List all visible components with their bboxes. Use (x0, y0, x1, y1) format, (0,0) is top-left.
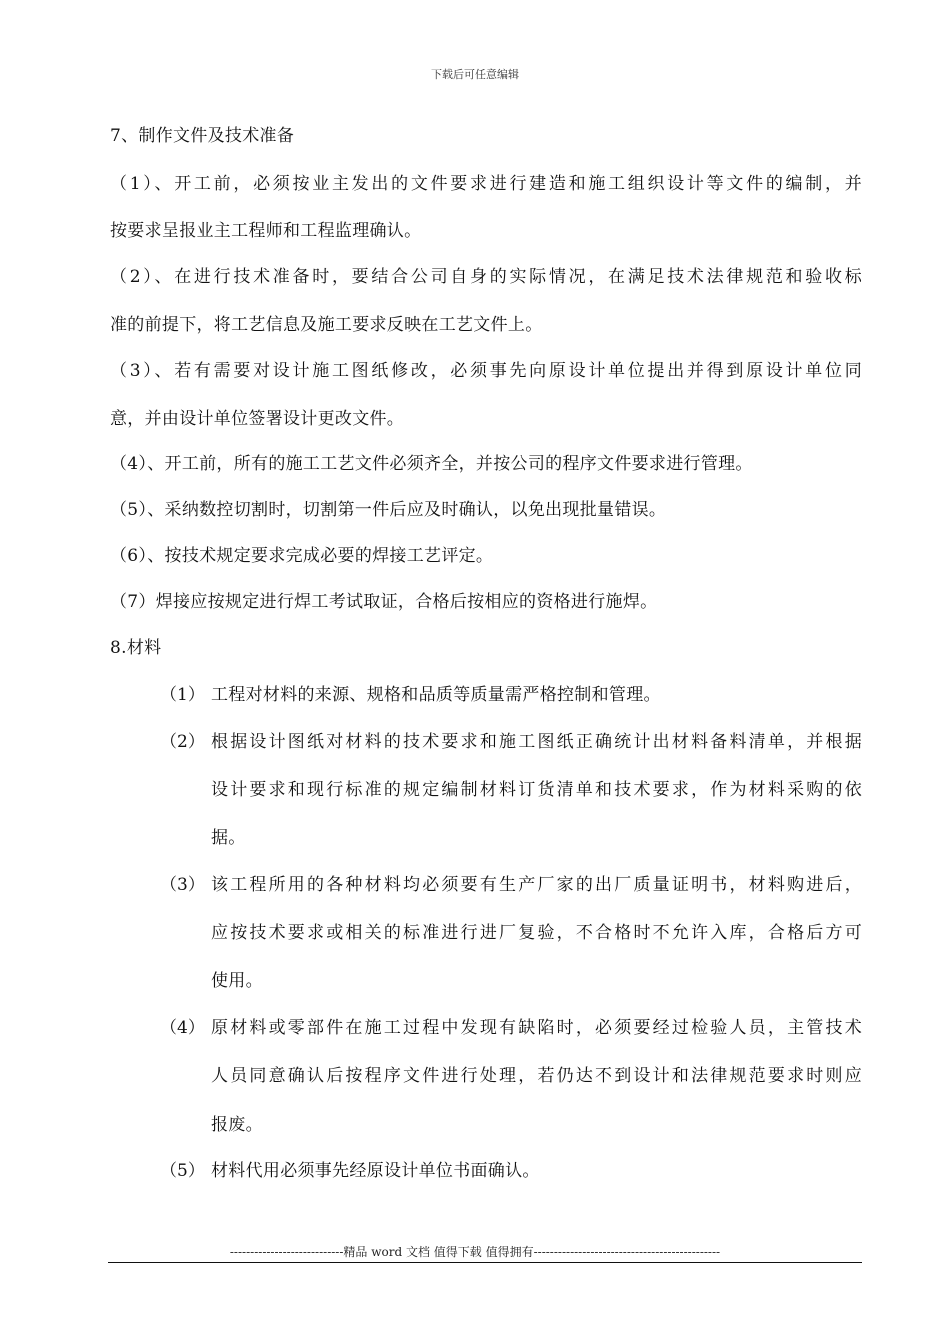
s7-item-4: （4）、开工前，所有的施工工艺文件必须齐全，并按公司的程序文件要求进行管理。 (110, 454, 753, 474)
s8-item-2-line-3: 据。 (211, 828, 246, 848)
s7-item-2-line-2: 准的前提下，将工艺信息及施工要求反映在工艺文件上。 (110, 315, 543, 335)
footer-divider (108, 1262, 862, 1263)
s7-item-7: （7）焊接应按规定进行焊工考试取证，合格后按相应的资格进行施焊。 (110, 592, 658, 612)
s8-item-5-number: （5） (160, 1161, 205, 1181)
s8-item-1-line-1: 工程对材料的来源、规格和品质等质量需严格控制和管理。 (211, 685, 661, 705)
s8-item-5-line-1: 材料代用必须事先经原设计单位书面确认。 (211, 1161, 540, 1181)
section-8-title: 8.材料 (110, 638, 162, 658)
s8-item-2-line-2: 设计要求和现行标准的规定编制材料订货清单和技术要求，作为材料采购的依 (211, 780, 862, 800)
s8-item-4-number: （4） (160, 1018, 205, 1038)
s8-item-3-number: （3） (160, 875, 205, 895)
page-footer: ----------------------------精品 word 文档 值得下载 值得拥有---------------------------------------------- (229, 1245, 721, 1259)
s8-item-1-number: （1） (160, 685, 205, 705)
s8-item-4-line-2: 人员同意确认后按程序文件进行处理，若仍达不到设计和法律规范要求时则应 (211, 1066, 862, 1086)
s8-item-3-line-3: 使用。 (211, 971, 263, 991)
s7-item-3-line-1: （3）、若有需要对设计施工图纸修改，必须事先向原设计单位提出并得到原设计单位同 (110, 361, 862, 381)
s8-item-4-line-1: 原材料或零部件在施工过程中发现有缺陷时，必须要经过检验人员，主管技术 (211, 1018, 862, 1038)
s8-item-2-number: （2） (160, 732, 205, 752)
s8-item-4-line-3: 报废。 (211, 1115, 263, 1135)
s7-item-3-line-2: 意，并由设计单位签署设计更改文件。 (110, 409, 405, 429)
s7-item-1-line-2: 按要求呈报业主工程师和工程监理确认。 (110, 221, 422, 241)
page-header: 下载后可任意编辑 (431, 68, 519, 81)
s7-item-1-line-1: （1）、开工前，必须按业主发出的文件要求进行建造和施工组织设计等文件的编制，并 (110, 174, 862, 194)
s8-item-3-line-2: 应按技术要求或相关的标准进行进厂复验，不合格时不允许入库，合格后方可 (211, 923, 862, 943)
section-7-title: 7、制作文件及技术准备 (110, 126, 295, 146)
s7-item-6: （6）、按技术规定要求完成必要的焊接工艺评定。 (110, 546, 494, 566)
s8-item-2-line-1: 根据设计图纸对材料的技术要求和施工图纸正确统计出材料备料清单，并根据 (211, 732, 862, 752)
s7-item-5: （5）、采纳数控切割时，切割第一件后应及时确认，以免出现批量错误。 (110, 500, 667, 520)
s7-item-2-line-1: （2）、在进行技术准备时，要结合公司自身的实际情况，在满足技术法律规范和验收标 (110, 267, 862, 287)
s8-item-3-line-1: 该工程所用的各种材料均必须要有生产厂家的出厂质量证明书，材料购进后， (211, 875, 862, 895)
